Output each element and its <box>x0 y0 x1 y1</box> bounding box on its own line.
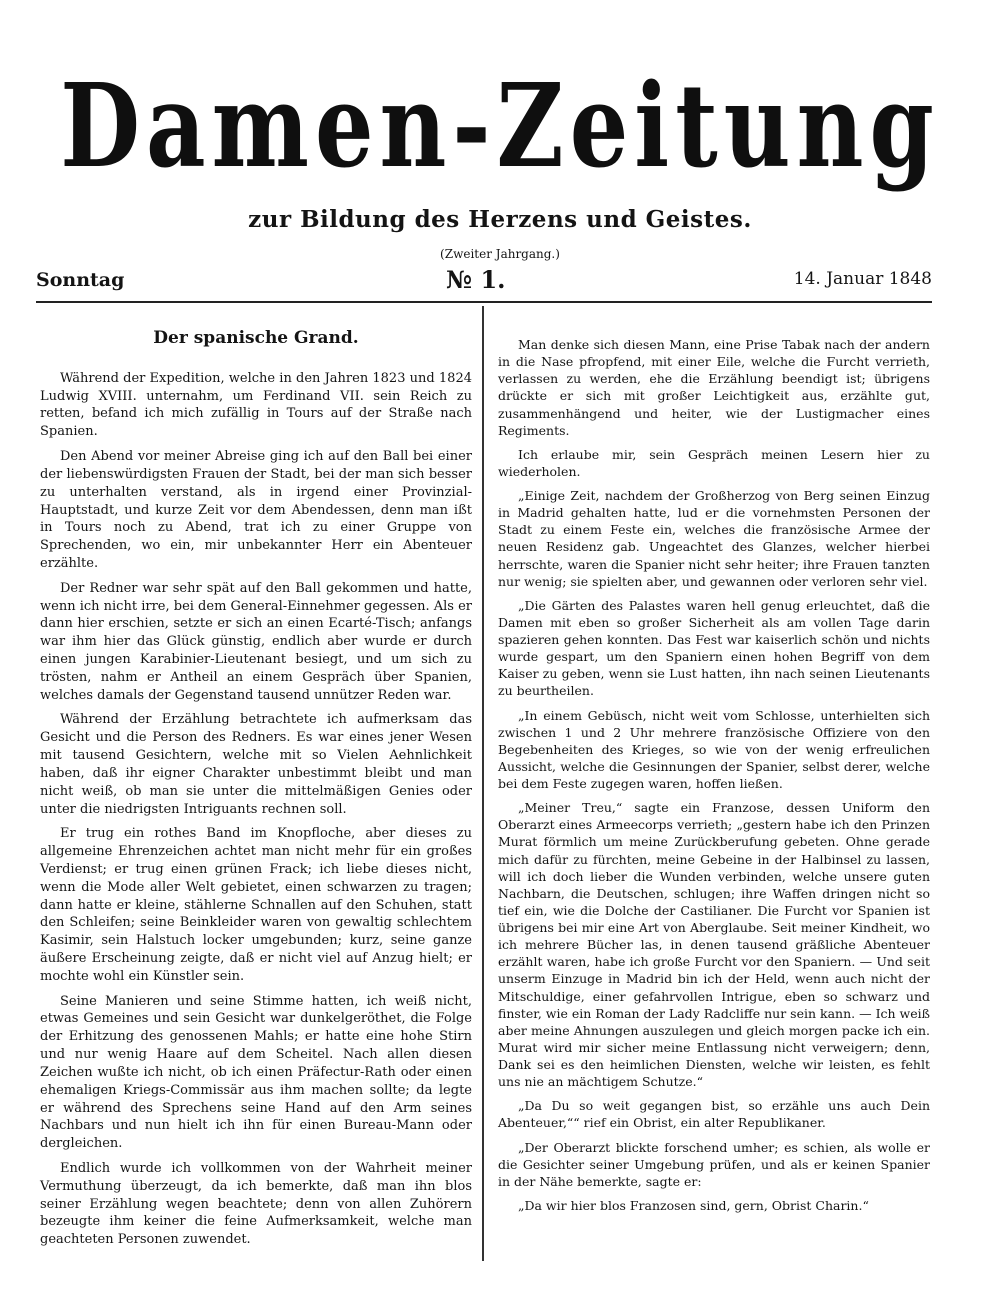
article-title: Der spanische Grand. <box>153 328 359 348</box>
paragraph: „Da Du so weit gegangen bist, so erzähle uns auch Dein Abenteuer,““ rief ein Obrist, ein alter Republikaner. <box>498 1098 930 1131</box>
paragraph: Während der Expedition, welche in den Jahren 1823 und 1824 Ludwig XVIII. unternahm, um Ferdinand VII. sein Reich zu retten, befand ich mich zufällig in Tours auf der Straße nach Spanien. <box>40 370 472 440</box>
column-divider <box>482 306 484 1261</box>
paragraph: Seine Manieren und seine Stimme hatten, ich weiß nicht, etwas Gemeines und sein Gesicht war dunkelgeröthet, die Folge der Erhitzung des genossenen Mahls; er hatte eine hohe Stirn und nur wenig Haare auf dem Scheitel. Nach allen diesen Zeichen wußte ich nicht, ob ich einen Präfectur-Rath oder einen ehemaligen Kriegs-Commissär aus ihm machen sollte; da legte er während des Sprechens seine Hand auf den Arm seines Nachbars und nun hielt ich ihn für einen Bureau-Mann oder dergleichen. <box>40 993 472 1152</box>
newspaper-subtitle: zur Bildung des Herzens und Geistes. <box>248 206 752 233</box>
masthead <box>0 60 1000 261</box>
paragraph: Der Redner war sehr spät auf den Ball gekommen und hatte, wenn ich nicht irre, bei dem General-Einnehmer gegessen. Als er dann hier erschien, setzte er sich an einen Ecarté-Tisch; anfangs war ihm hier das Glück günstig, endlich aber wurde er durch einen jungen Karabinier-Lieutenant besiegt, und um sich zu trösten, nahm er Antheil an einem Gespräch über Spanien, welches damals der Gegenstand tausend unnützer Reden war. <box>40 580 472 703</box>
paragraph: „Da wir hier blos Franzosen sind, gern, Obrist Charin.“ <box>518 1197 869 1213</box>
dateline <box>36 265 932 303</box>
volume-year: (Zweiter Jahrgang.) <box>440 247 560 261</box>
paragraph: „In einem Gebüsch, nicht weit vom Schlosse, unterhielten sich zwischen 1 und 2 Uhr mehrere französische Offiziere von den Begebenheiten des Krieges, so wie von der wenig erfreulichen Aussicht, welche die Gesinnungen der Spanier, selbst derer, welche bei dem Feste zugegen waren, hoffen ließen. <box>498 707 930 791</box>
paragraph: Er trug ein rothes Band im Knopfloche, aber dieses zu allgemeine Ehrenzeichen achtet man nicht mehr für ein großes Verdienst; er trug einen grünen Frack; ich liebe dieses nicht, wenn die Mode aller Welt gebietet, einen schwarzen zu tragen; dann hatte er kleine, stählerne Schnallen auf den Schuhen, statt den Schleifen; seine Beinkleider waren von gewaltig schlechtem Kasimir, sein Halstuch locker umgebunden; kurz, seine ganze äußere Erscheinung zeigte, daß er nicht viel auf Anzug hielt; er mochte wohl ein Künstler sein. <box>40 826 472 984</box>
left-column <box>40 330 472 1256</box>
paragraph: Man denke sich diesen Mann, eine Prise Tabak nach der andern in die Nase pfropfend, mit einer Eile, welche die Furcht verrieth, verlassen zu werden, ehe die Erzählung beendigt ist; übrigens drückte er sich mit großer Leichtigkeit aus, erzählte gut, zusammenhängend und heiter, wie der Lustigmacher eines Regiments. <box>498 337 930 438</box>
paragraph: Endlich wurde ich vollkommen von der Wahrheit meiner Vermuthung überzeugt, da ich bemerkte, daß man ihn blos seiner Erzählung wegen beachtete; denn von allen Zuhörern bezeugte ihm keiner die feine Aufmerksamkeit, welche man geachteten Personen zuwendet. <box>40 1160 472 1248</box>
paragraph: „Die Gärten des Palastes waren hell genug erleuchtet, daß die Damen mit eben so großer Sicherheit als am vollen Tage darin spazieren gehen konnten. Das Fest war kaiserlich schön und nichts wurde gespart, um den Spaniern einen hohen Begriff von dem Kaiser zu geben, wenn sie Lust hatten, ihn nach seinen Lieutenants zu beurtheilen. <box>498 597 930 699</box>
paragraph: „Meiner Treu,“ sagte ein Franzose, dessen Uniform den Oberarzt eines Armeecorps verrieth; „gestern habe ich den Prinzen Murat förmlich um meine Zurückberufung gebeten. Ohne gerade mich dafür zu fürchten, meine Gebeine in der Halbinsel zu lassen, will ich doch lieber die Wunden verbinden, welche unsere guten Nachbarn, die Deutschen, schlugen; ihre Waffen dringen nicht so tief ein, wie die Dolche der Castilianer. Die Furcht vor Spanien ist übrigens bei mir eine Art von Aberglaube. Seit meiner Kindheit, wo ich mehrere Bücher las, in denen tausend gräßliche Abenteuer erzählt waren, habe ich große Furcht vor den Spaniern. — Und seit unserm Einzuge in Madrid bin ich der Held, wenn auch nicht der Mitschuldige, einer gefahrvollen Intrigue, eben so schwarz und finster, wie ein Roman der Lady Radcliffe nur sein kann. — Ich weiß aber meine Ahnungen auszulegen und gleich morgen packe ich ein. Murat wird mir sicher meine Entlassung nicht verweigern; denn, Dank sei es den heimlichen Diensten, welche wir leisten, es fehlt uns nie an mächtigem Schutze.“ <box>498 800 930 1090</box>
paragraph: Während der Erzählung betrachtete ich aufmerksam das Gesicht und die Person des Redners. Es war eines jener Wesen mit tausend Gesichtern, welche mit so Vielen Aehnlichkeit haben, daß ihr eigner Charakter unbestimmt bleibt und man nicht weiß, ob man sie unter die mittelmäßigen Genies oder unter die niedrigsten Intriguants rechnen soll. <box>40 712 472 817</box>
newspaper-title: Damen-Zeitung <box>60 58 940 194</box>
issue-day: Sonntag <box>36 269 125 291</box>
right-column <box>498 336 930 1221</box>
issue-date: 14. Januar 1848 <box>793 269 932 289</box>
issue-number: № 1. <box>446 265 506 294</box>
paragraph: Den Abend vor meiner Abreise ging ich auf den Ball bei einer der liebenswürdigsten Frauen der Stadt, bei der man sich besser zu unterhalten verstand, als in irgend einer Provinzial-Hauptstadt, und kurze Zeit vor dem Abendessen, denn man ißt in Tours noch zu Abend, trat ich zu einer Gruppe von Sprechenden, wo ein, mir unbekannter Herr ein Abenteuer erzählte. <box>40 449 472 571</box>
paragraph: „Einige Zeit, nachdem der Großherzog von Berg seinen Einzug in Madrid gehalten hatte, lud er die vornehmsten Personen der Stadt zu einem Feste ein, welches die französische Armee der neuen Residenz gab. Ungeachtet des Glanzes, welcher hierbei herrschte, waren die Spanier nicht sehr heiter; ihre Frauen tanzten nur wenig; sie spielten aber, und gewannen oder verloren sehr viel. <box>498 488 930 589</box>
paragraph: „Der Oberarzt blickte forschend umher; es schien, als wolle er die Gesichter seiner Umgebung prüfen, und als er keinen Spanier in der Nähe bemerkte, sagte er: <box>498 1139 930 1189</box>
paragraph: Ich erlaube mir, sein Gespräch meinen Lesern hier zu wiederholen. <box>498 446 930 479</box>
